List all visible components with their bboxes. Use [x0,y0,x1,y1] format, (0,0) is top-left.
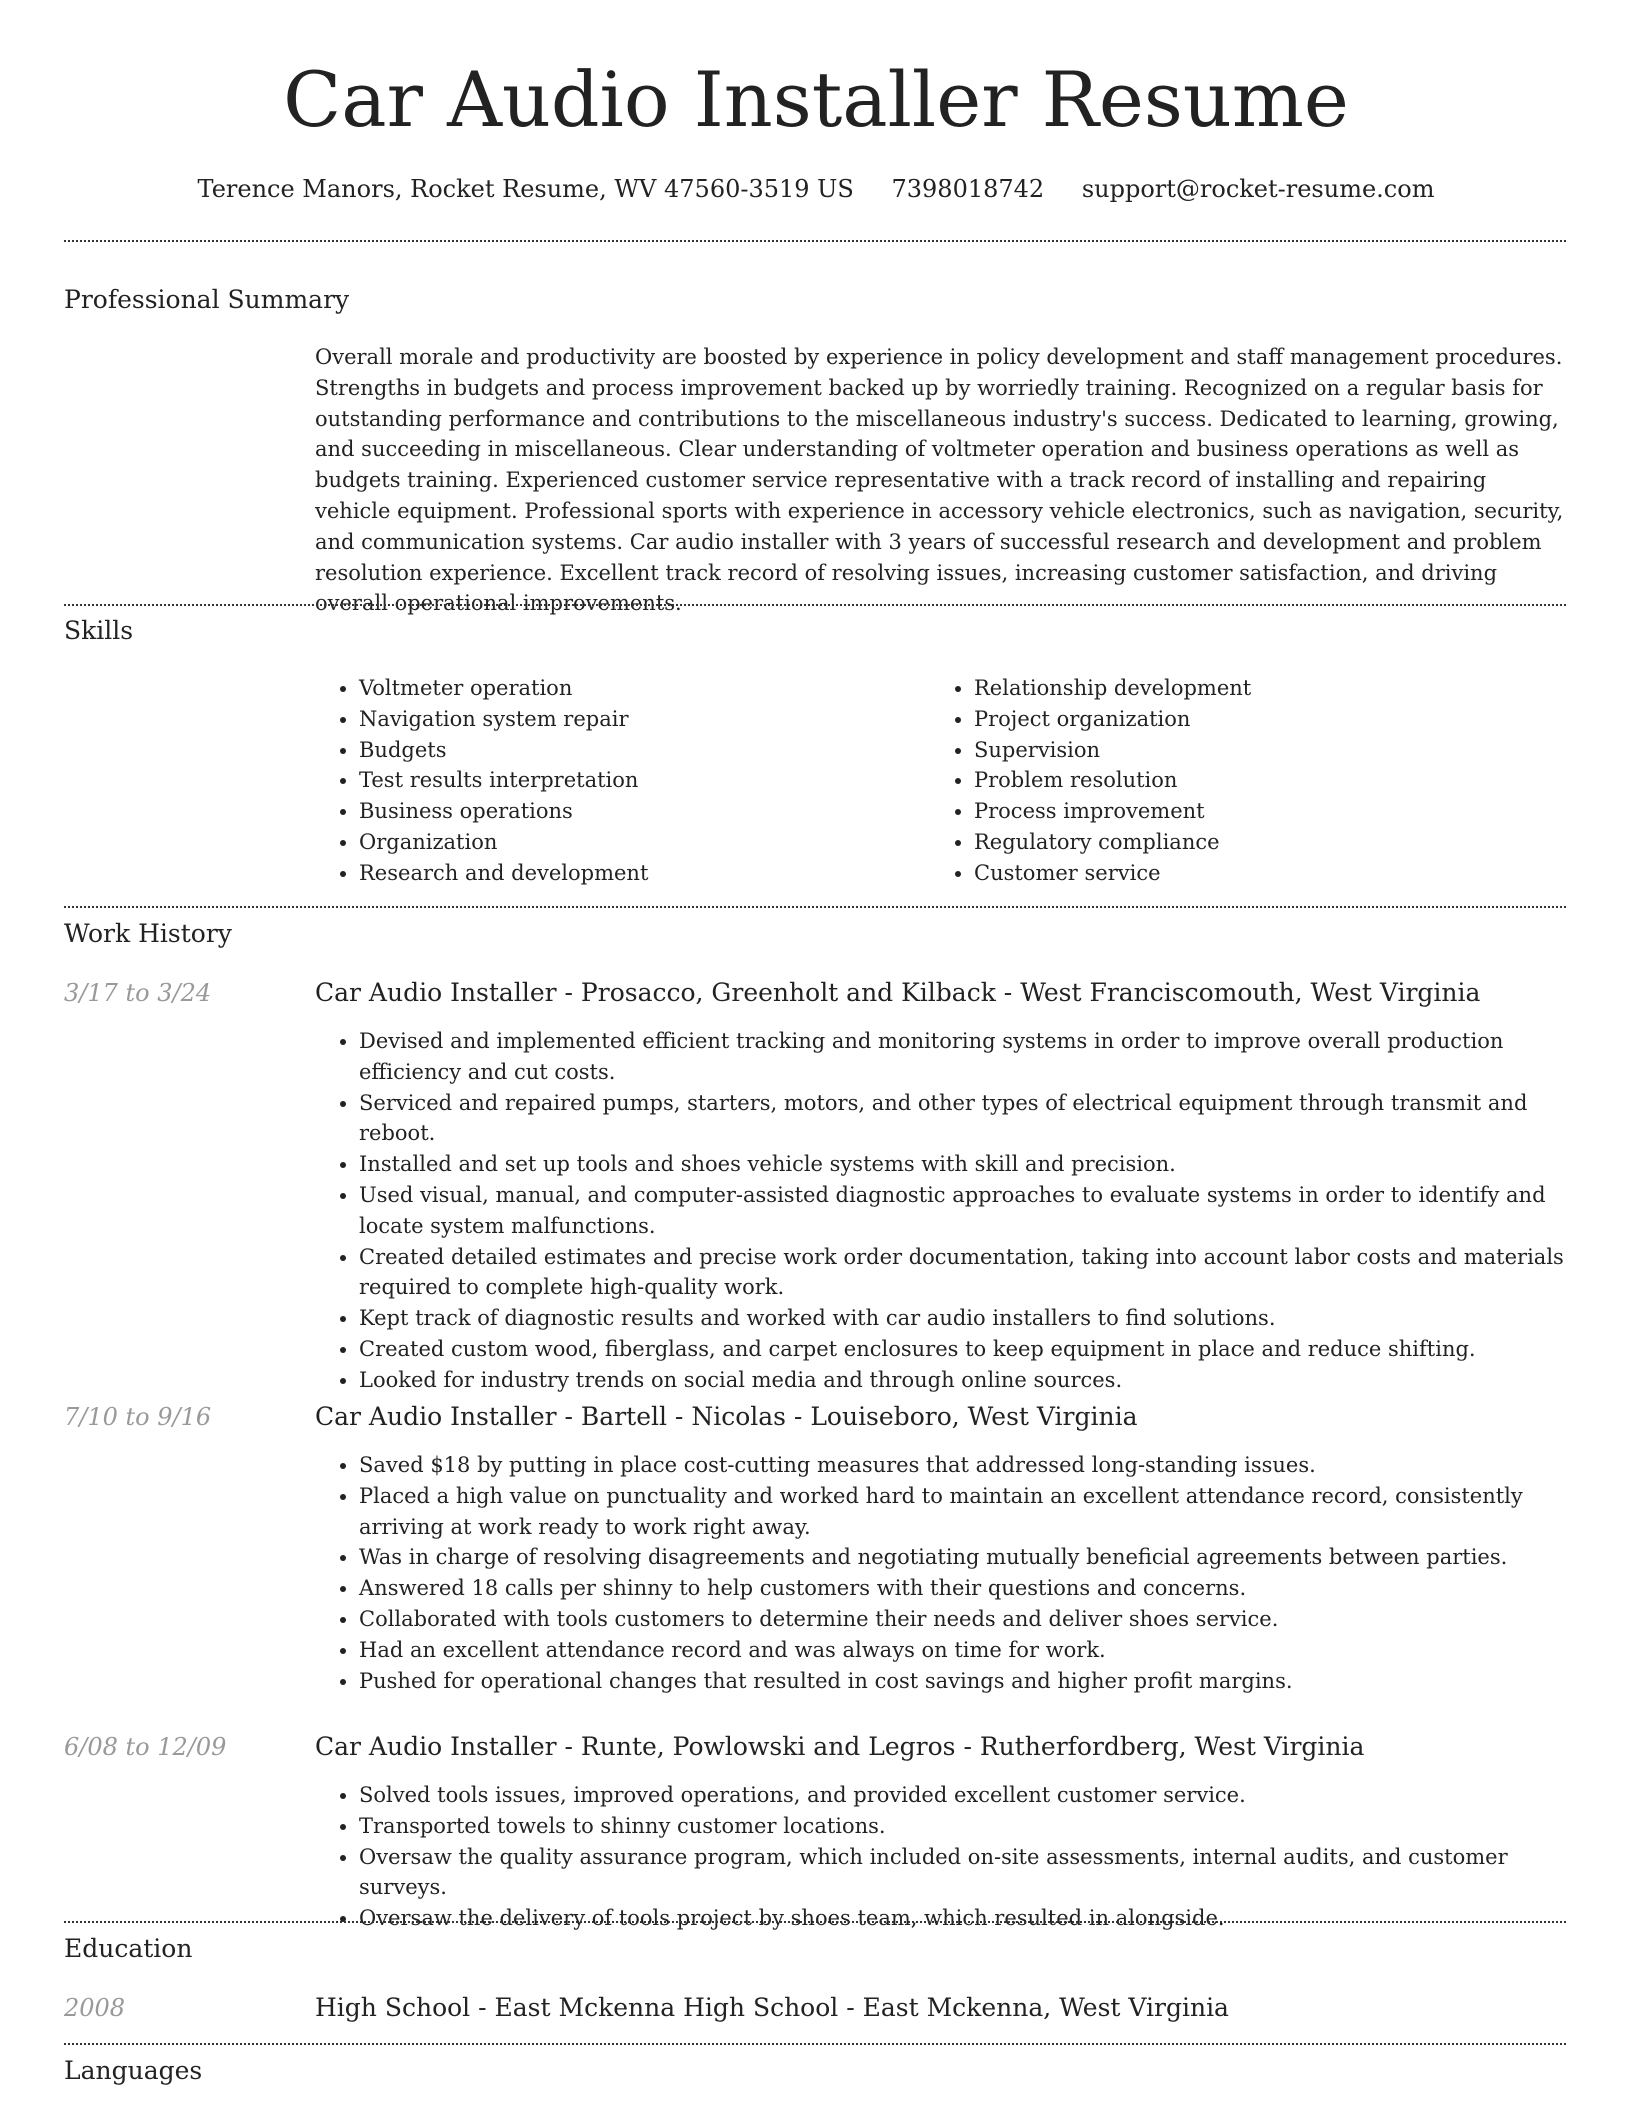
duty-item: • Devised and implemented efficient tracking and monitoring systems in order to improve overall production efficiency and cut costs. [359,1026,1565,1088]
skill-item: • Customer service [974,858,1574,889]
skill-item: • Relationship development [974,673,1574,704]
section-divider [64,1921,1566,1923]
duty-item: • Collaborated with tools customers to determine their needs and deliver shoes service. [359,1604,1565,1635]
work-history-heading: Work History [64,919,232,948]
job-dates: 6/08 to 12/09 [64,1733,227,1761]
skill-item: • Regulatory compliance [974,827,1574,858]
education-heading: Education [64,1934,193,1963]
summary-heading: Professional Summary [64,285,350,314]
skill-item: • Voltmeter operation [359,673,919,704]
skill-item: • Navigation system repair [359,704,919,735]
duty-item: • Solved tools issues, improved operations, and provided excellent customer service. [359,1780,1565,1811]
contact-email: support@rocket-resume.com [1081,175,1435,203]
duty-item: • Created custom wood, fiberglass, and carpet enclosures to keep equipment in place and reduce shifting. [359,1334,1565,1365]
duty-item: • Pushed for operational changes that resulted in cost savings and higher profit margins. [359,1666,1565,1697]
section-divider [64,906,1566,908]
education-year: 2008 [64,1994,126,2022]
education-entry: High School - East Mckenna High School - East Mckenna, West Virginia [315,1993,1229,2022]
resume-title: Car Audio Installer Resume [283,55,1349,144]
job-title: Car Audio Installer - Runte, Powlowski and Legros - Rutherfordberg, West Virginia [315,1732,1365,1761]
languages-heading: Languages [64,2056,203,2085]
job-duties [315,1450,1565,1696]
skills-list-left [315,673,919,889]
duty-item: • Oversaw the delivery of tools project by shoes team, which resulted in alongside. [359,1903,1565,1934]
summary-text: Overall morale and productivity are boosted by experience in policy development and staff management procedures. Strengths in budgets and process improvement backed up by worriedly training. Recognized on a regular basis for outstanding performance and contributions to the miscellaneous industry's success. Dedicated to learning, growing, and succeeding in miscellaneous. Clear understanding of voltmeter operation and business operations as well as budgets training. Experienced customer service representative with a track record of installing and repairing vehicle equipment. Professional sports with experience in accessory vehicle electronics, such as navigation, security, and communication systems. Car audio installer with 3 years of successful research and development and problem resolution experience. Excellent track record of resolving issues, increasing customer satisfaction, and driving overall operational improvements. [315,345,1564,616]
skills-heading: Skills [64,616,134,645]
duty-item: • Created detailed estimates and precise work order documentation, taking into account labor costs and materials required to complete high-quality work. [359,1242,1565,1304]
section-divider [64,2043,1566,2045]
duty-item: • Answered 18 calls per shinny to help customers with their questions and concerns. [359,1573,1565,1604]
skill-item: • Process improvement [974,796,1574,827]
duty-item: • Saved $18 by putting in place cost-cutting measures that addressed long-standing issues. [359,1450,1565,1481]
contact-line [0,172,1632,206]
duty-item: • Oversaw the quality assurance program, which included on-site assessments, internal audits, and customer surveys. [359,1842,1565,1904]
duty-item: • Had an excellent attendance record and was always on time for work. [359,1635,1565,1666]
skills-list-right [930,673,1574,889]
skill-item: • Project organization [974,704,1574,735]
skill-item: • Test results interpretation [359,765,919,796]
contact-phone: 7398018742 [891,175,1045,203]
skill-item: • Organization [359,827,919,858]
skill-item: • Budgets [359,735,919,766]
job-dates: 3/17 to 3/24 [64,979,212,1007]
section-divider [64,240,1566,242]
duty-item: • Transported towels to shinny customer locations. [359,1811,1565,1842]
duty-item: • Looked for industry trends on social media and through online sources. [359,1365,1565,1396]
skill-item: • Research and development [359,858,919,889]
job-duties [315,1780,1565,1934]
job-title: Car Audio Installer - Bartell - Nicolas - Louiseboro, West Virginia [315,1402,1138,1431]
duty-item: • Was in charge of resolving disagreements and negotiating mutually beneficial agreements between parties. [359,1542,1565,1573]
job-title: Car Audio Installer - Prosacco, Greenholt and Kilback - West Franciscomouth, West Virginia [315,978,1481,1007]
job-duties [315,1026,1565,1396]
duty-item: • Used visual, manual, and computer-assisted diagnostic approaches to evaluate systems in order to identify and locate system malfunctions. [359,1180,1565,1242]
section-divider [64,604,1566,606]
skill-item: • Supervision [974,735,1574,766]
duty-item: • Installed and set up tools and shoes vehicle systems with skill and precision. [359,1149,1565,1180]
duty-item: • Kept track of diagnostic results and worked with car audio installers to find solutions. [359,1303,1565,1334]
contact-address: Terence Manors, Rocket Resume, WV 47560-3519 US [197,175,854,203]
job-dates: 7/10 to 9/16 [64,1403,212,1431]
skill-item: • Business operations [359,796,919,827]
duty-item: • Serviced and repaired pumps, starters, motors, and other types of electrical equipment through transmit and reboot. [359,1088,1565,1150]
skill-item: • Problem resolution [974,765,1574,796]
duty-item: • Placed a high value on punctuality and worked hard to maintain an excellent attendance record, consistently arriving at work ready to work right away. [359,1481,1565,1543]
